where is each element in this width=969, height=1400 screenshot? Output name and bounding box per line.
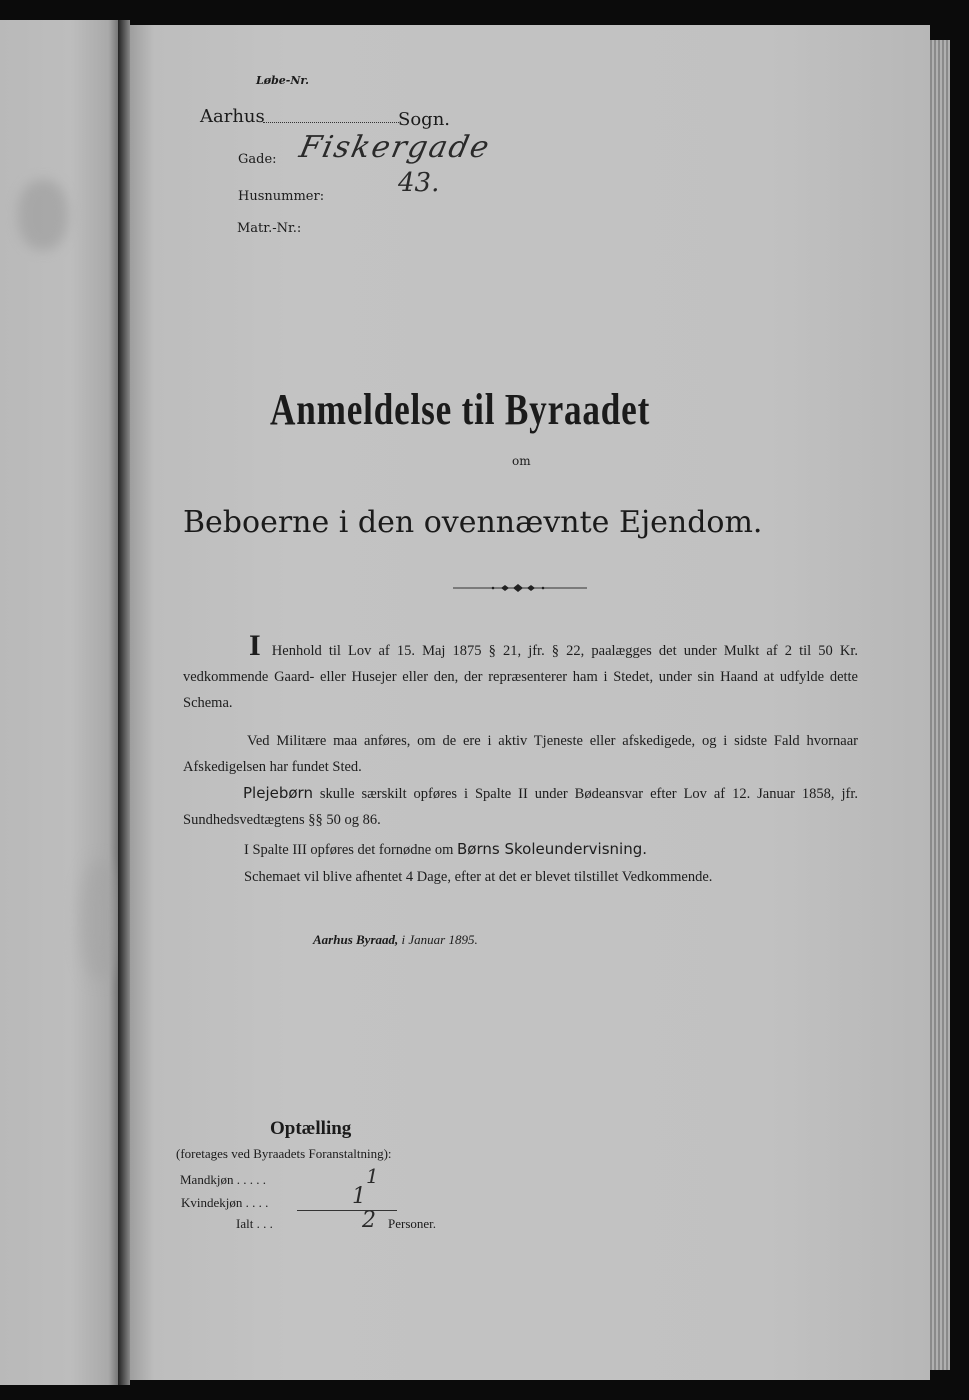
count-title: Optælling <box>270 1118 352 1139</box>
parish-fill-line <box>263 122 399 123</box>
signature-org: Aarhus Byraad, <box>313 932 399 947</box>
parish-city: Aarhus <box>200 106 265 127</box>
male-count-handwritten: 1 <box>366 1164 379 1188</box>
total-count-handwritten: 2 <box>362 1208 376 1233</box>
persons-label: Personer. <box>388 1216 437 1231</box>
instruction-paragraph-3 <box>183 780 858 833</box>
paragraph-4-emphasis: Børns Skoleundervisning. <box>457 840 647 858</box>
ornament-divider <box>453 582 587 594</box>
house-number-label: Husnummer: <box>238 189 325 204</box>
street-label: Gade: <box>238 152 277 167</box>
female-count-handwritten: 1 <box>352 1184 366 1209</box>
signature-date: i Januar 1895. <box>401 932 478 947</box>
instruction-paragraph-5 <box>183 864 858 890</box>
instruction-paragraph-1 <box>183 629 858 716</box>
book-gutter <box>118 20 130 1385</box>
house-number-handwritten: 43. <box>398 168 440 198</box>
document-subtitle: Beboerne i den ovennævnte Ejendom. <box>183 505 763 540</box>
paper-stain <box>18 180 68 250</box>
left-page <box>0 20 118 1385</box>
page-edges <box>930 40 950 1370</box>
title-connector: om <box>512 454 531 468</box>
signature-line <box>313 932 478 948</box>
instruction-paragraph-2 <box>183 728 858 780</box>
instruction-paragraph-4 <box>183 836 858 863</box>
paragraph-1-text: Henhold til Lov af 15. Maj 1875 § 21, jfr. § 22, paalægges det under Mulkt af 2 til 50 Kr. vedkommende Gaard- eller Husejer eller den, der repræsenterer ham i Stedet, under sin Haand at udfylde dette Schema. <box>183 643 858 711</box>
document-title: Anmeldelse til Byraadet <box>270 385 651 434</box>
total-label: Ialt . . . <box>236 1216 273 1231</box>
street-value-handwritten: Fiskergade <box>296 130 494 165</box>
sum-line <box>297 1210 397 1211</box>
matr-nr-label: Matr.-Nr.: <box>237 221 302 236</box>
paper-stain <box>80 860 120 980</box>
paragraph-5-text: Schemaet vil blive afhentet 4 Dage, efter at det er blevet tilstillet Vedkommende. <box>244 869 713 885</box>
drop-cap: I <box>249 629 261 662</box>
parish-label: Sogn. <box>398 109 451 130</box>
count-subtitle: (foretages ved Byraadets Foranstaltning): <box>176 1146 392 1161</box>
female-count-label: Kvindekjøn . . . . <box>181 1195 269 1210</box>
lobe-nr-label: Løbe-Nr. <box>256 74 309 87</box>
paragraph-3-text: skulle særskilt opføres i Spalte II under Bødeansvar efter Lov af 12. Januar 1858, jfr. Sundhedsvedtægtens §§ 50 og 86. <box>183 786 859 828</box>
paragraph-4-text: I Spalte III opføres det fornødne om <box>244 842 454 858</box>
paragraph-3-emphasis: Plejebørn <box>243 784 313 802</box>
male-count-label: Mandkjøn . . . . . <box>180 1172 266 1187</box>
paragraph-2-text: Ved Militære maa anføres, om de ere i aktiv Tjeneste eller afskedigede, og i sidste Fald hvornaar Afskedigelsen har fundet Sted. <box>183 733 858 775</box>
